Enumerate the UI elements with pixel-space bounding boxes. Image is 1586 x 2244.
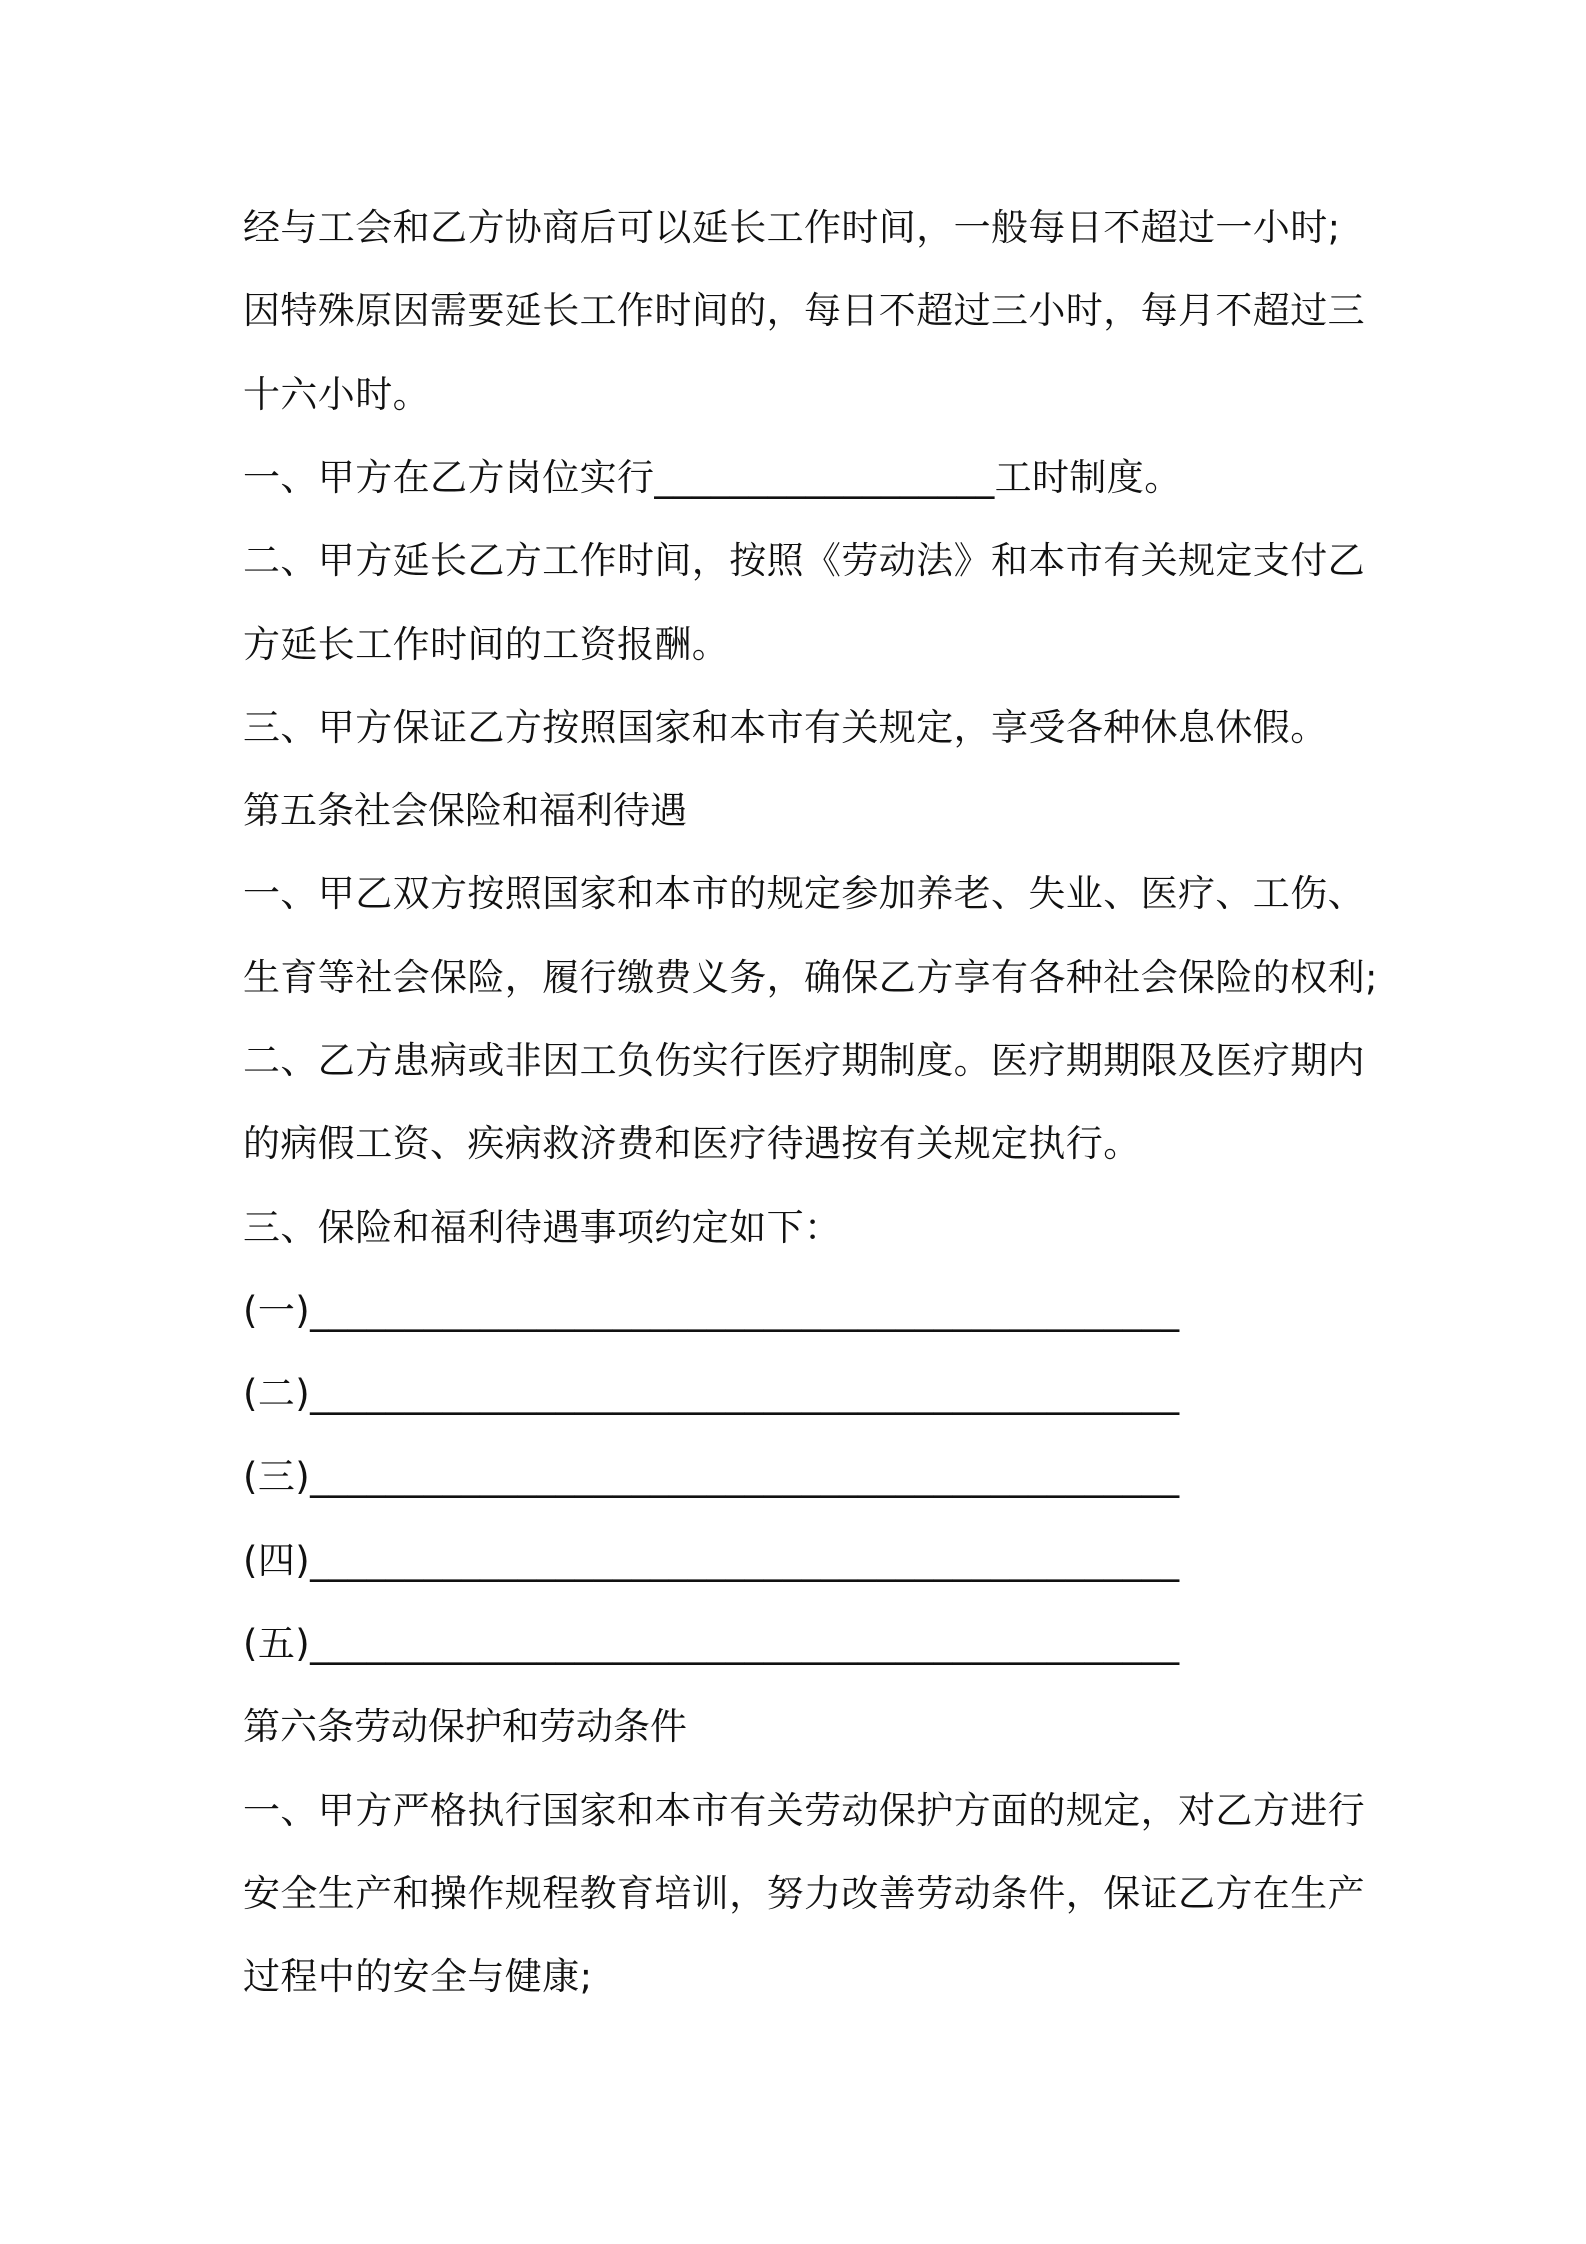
text-line: 三、甲方保证乙方按照国家和本市有关规定，享受各种休息休假。 (243, 706, 1328, 749)
text-line: 一、甲方严格执行国家和本市有关劳动保护方面的规定，对乙方进行 (243, 1789, 1365, 1832)
blank-field-line: (一)______________________________________________ (243, 1289, 1180, 1332)
text-line: 一、甲乙双方按照国家和本市的规定参加养老、失业、医疗、工伤、 (243, 872, 1365, 915)
text-line: 十六小时。 (243, 373, 430, 416)
text-line: 经与工会和乙方协商后可以延长工作时间，一般每日不超过一小时; (243, 206, 1341, 249)
text-line: 生育等社会保险，履行缴费义务，确保乙方享有各种社会保险的权利; (243, 956, 1378, 999)
blank-field-line: (二)______________________________________________ (243, 1372, 1180, 1415)
text-line: 因特殊原因需要延长工作时间的，每日不超过三小时，每月不超过三 (243, 289, 1365, 332)
text-line: 过程中的安全与健康; (243, 1955, 593, 1998)
text-line: 的病假工资、疾病救济费和医疗待遇按有关规定执行。 (243, 1122, 1141, 1165)
blank-field-line: (三)______________________________________________ (243, 1455, 1180, 1498)
section-heading: 第六条劳动保护和劳动条件 (243, 1705, 687, 1748)
section-heading: 第五条社会保险和福利待遇 (243, 789, 687, 832)
blank-field-line: (四)______________________________________________ (243, 1539, 1180, 1582)
text-line: 二、乙方患病或非因工负伤实行医疗期制度。医疗期期限及医疗期内 (243, 1039, 1365, 1082)
blank-field-line: (五)______________________________________________ (243, 1622, 1180, 1665)
text-line: 一、甲方在乙方岗位实行__________________工时制度。 (243, 456, 1182, 499)
text-line: 三、保险和福利待遇事项约定如下： (243, 1206, 842, 1249)
text-line: 方延长工作时间的工资报酬。 (243, 623, 730, 666)
text-line: 安全生产和操作规程教育培训，努力改善劳动条件，保证乙方在生产 (243, 1872, 1365, 1915)
text-line: 二、甲方延长乙方工作时间，按照《劳动法》和本市有关规定支付乙 (243, 539, 1365, 582)
